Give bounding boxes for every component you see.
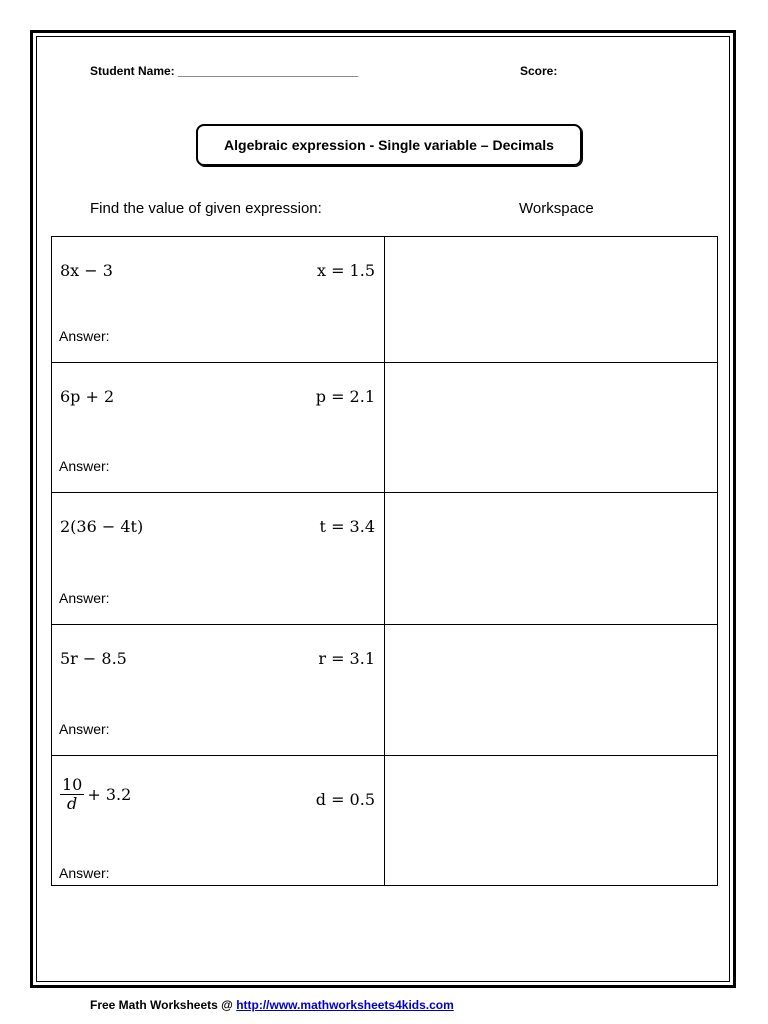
variable-value: d = 0.5: [315, 790, 375, 809]
problem-expression: 6p + 2: [60, 387, 115, 406]
worksheet-title: Algebraic expression - Single variable – Decimals: [196, 124, 582, 166]
fraction-numerator: 10: [62, 775, 83, 794]
answer-label: Answer:: [59, 328, 110, 344]
answer-label: Answer:: [59, 865, 110, 881]
footer: [90, 998, 454, 1012]
problem-row: [52, 625, 718, 756]
fraction: [60, 776, 84, 813]
score-label: Score:: [520, 64, 558, 78]
problem-expression: 2(36 − 4t): [60, 517, 144, 536]
problem-cell: [52, 363, 385, 493]
problem-row: [52, 237, 718, 363]
workspace-cell[interactable]: [385, 756, 718, 886]
problem-row: [52, 363, 718, 493]
answer-label: Answer:: [59, 458, 110, 474]
problems-table: [51, 236, 718, 886]
problem-expression: 8x − 3: [60, 261, 113, 280]
problem-cell: [52, 756, 385, 886]
variable-value: r = 3.1: [318, 649, 375, 668]
fraction-expression: [60, 776, 131, 813]
answer-label: Answer:: [59, 590, 110, 606]
variable-value: p = 2.1: [315, 387, 375, 406]
workspace-cell[interactable]: [385, 237, 718, 363]
student-name-label: Student Name: ___________________________: [90, 64, 359, 78]
expression-remainder: + 3.2: [87, 785, 132, 804]
workspace-cell[interactable]: [385, 625, 718, 756]
problem-row: [52, 756, 718, 886]
problem-row: [52, 493, 718, 625]
footer-prefix: Free Math Worksheets @: [90, 998, 237, 1012]
instruction-text: Find the value of given expression:: [90, 200, 322, 217]
answer-label: Answer:: [59, 721, 110, 737]
footer-link[interactable]: http://www.mathworksheets4kids.com: [236, 998, 454, 1012]
workspace-heading: Workspace: [519, 200, 594, 217]
problem-cell: [52, 625, 385, 756]
problem-cell: [52, 493, 385, 625]
variable-value: t = 3.4: [319, 517, 375, 536]
workspace-cell[interactable]: [385, 493, 718, 625]
variable-value: x = 1.5: [316, 261, 375, 280]
workspace-cell[interactable]: [385, 363, 718, 493]
problem-expression: 5r − 8.5: [60, 649, 127, 668]
fraction-denominator: d: [67, 794, 78, 813]
problem-cell: [52, 237, 385, 363]
